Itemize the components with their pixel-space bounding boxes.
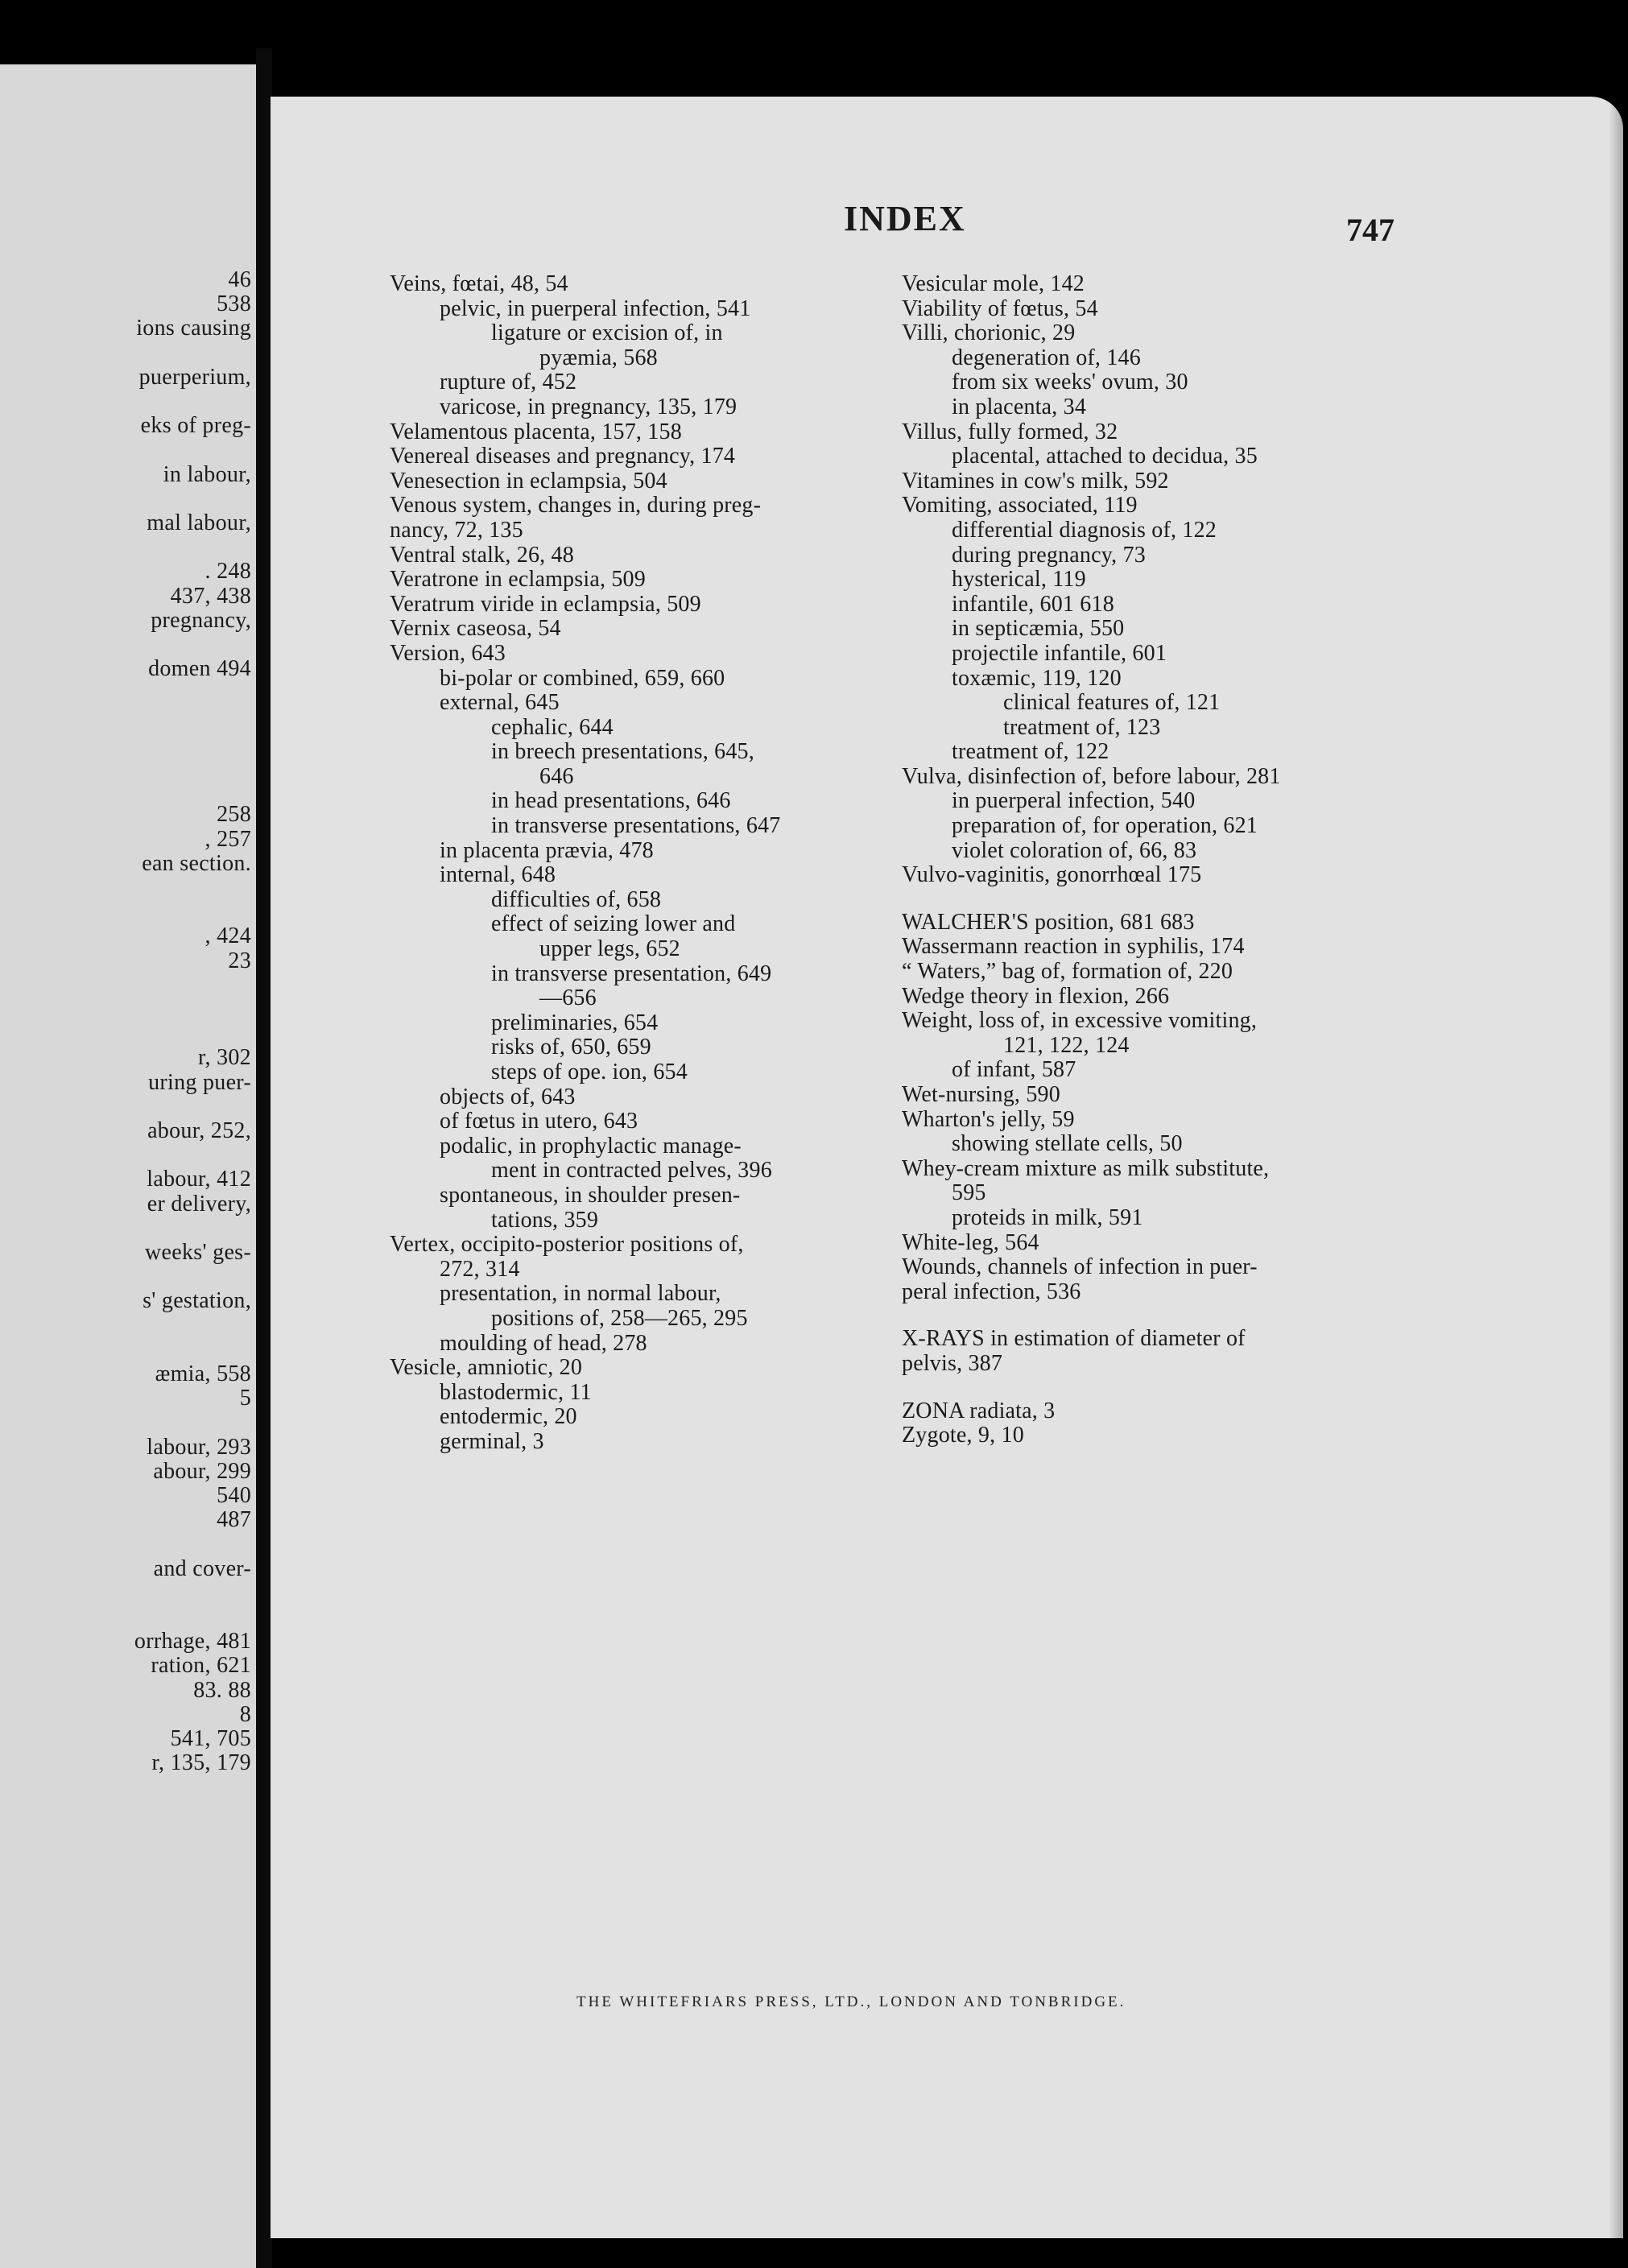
index-entry: effect of seizing lower and (491, 911, 736, 937)
index-entry: Vomiting, associated, 119 (902, 493, 1138, 518)
page-number: 747 (1346, 212, 1395, 248)
index-entry: from six weeks' ovum, 30 (952, 370, 1188, 395)
index-entry: in transverse presentations, 647 (491, 813, 781, 839)
left-page-text-fragment: , 424 (205, 923, 251, 949)
index-entry: Weight, loss of, in excessive vomiting, (902, 1008, 1258, 1034)
index-column-2 (902, 272, 1623, 1448)
index-entry: 121, 122, 124 (1003, 1032, 1130, 1058)
index-entry: ZONA radiata, 3 (902, 1398, 1056, 1423)
left-page-text-fragment: er delivery, (147, 1191, 251, 1217)
index-entry: in placenta prævia, 478 (440, 837, 654, 863)
index-entry: in placenta, 34 (952, 394, 1087, 419)
left-page-text-fragment: 487 (217, 1507, 251, 1533)
left-page-text-fragment: 46 (228, 267, 251, 292)
left-page-text-fragment: domen 494 (148, 656, 251, 682)
index-entry: varicose, in pregnancy, 135, 179 (440, 394, 738, 419)
index-entry: internal, 648 (440, 862, 556, 888)
index-entry: bi-polar or combined, 659, 660 (440, 665, 725, 691)
left-page-text-fragment: 437, 438 (170, 583, 251, 609)
index-entry: of infant, 587 (952, 1057, 1076, 1083)
index-entry: Venous system, changes in, during preg- (390, 493, 762, 518)
index-entry: clinical features of, 121 (1003, 690, 1221, 716)
left-page-text-fragment: 541, 705 (170, 1726, 251, 1751)
index-entry: violet coloration of, 66, 83 (952, 837, 1197, 863)
index-entry: rupture of, 452 (440, 370, 577, 395)
index-entry: of fœtus in utero, 643 (440, 1109, 638, 1134)
left-page-text-fragment: r, 302 (197, 1045, 251, 1071)
index-entry: ment in contracted pelves, 396 (491, 1158, 772, 1184)
index-entry: Veratrum viride in eclampsia, 509 (390, 591, 701, 617)
index-entry: moulding of head, 278 (440, 1330, 647, 1356)
index-entry: Vulvo-vaginitis, gonorrhœal 175 (902, 862, 1202, 888)
index-entry: “ Waters,” bag of, formation of, 220 (902, 959, 1233, 985)
left-page-text-fragment: s' gestation, (143, 1288, 251, 1314)
index-entry: Vernix caseosa, 54 (390, 616, 561, 642)
index-entry: steps of ope. ion, 654 (491, 1060, 688, 1084)
index-entry: Velamentous placenta, 157, 158 (390, 419, 682, 444)
left-page-text-fragment: 23 (228, 948, 251, 973)
index-entry: pelvis, 387 (902, 1350, 1003, 1376)
index-entry: tations, 359 (491, 1207, 599, 1233)
left-page-text-fragment: ration, 621 (151, 1653, 251, 1679)
index-entry: peral infection, 536 (902, 1279, 1081, 1304)
index-entry: during pregnancy, 73 (952, 542, 1146, 568)
left-page-text-fragment: ions causing (136, 316, 251, 341)
right-page (271, 97, 1623, 2238)
left-page-text-fragment: puerperium, (138, 364, 251, 390)
left-page-text-fragment: 258 (217, 802, 251, 828)
left-page-text-fragment: 5 (239, 1386, 251, 1411)
left-page-text-fragment: 83. 88 (193, 1677, 251, 1703)
index-entry: infantile, 601 618 (952, 591, 1114, 617)
left-page-text-fragment: r, 135, 179 (151, 1750, 251, 1776)
index-entry: presentation, in normal labour, (440, 1281, 721, 1307)
left-page-text-fragment: weeks' ges- (145, 1240, 251, 1265)
index-entry: positions of, 258—265, 295 (491, 1305, 748, 1331)
index-entry: proteids in milk, 591 (952, 1204, 1143, 1230)
index-entry: Viability of fœtus, 54 (902, 295, 1098, 321)
book-spine (256, 48, 272, 2268)
left-page-text-fragment: , 257 (205, 826, 251, 852)
left-page-text-fragment: in labour, (163, 461, 251, 487)
left-page-text-fragment: abour, 299 (153, 1458, 251, 1484)
index-entry: blastodermic, 11 (440, 1379, 592, 1405)
index-entry: ligature or excision of, in (491, 320, 723, 346)
index-entry: spontaneous, in shoulder presen- (440, 1182, 741, 1208)
index-entry: pelvic, in puerperal infection, 541 (440, 295, 751, 321)
index-entry: Vesicular mole, 142 (902, 271, 1085, 296)
index-entry: entodermic, 20 (440, 1404, 577, 1430)
index-entry: 272, 314 (440, 1256, 520, 1282)
left-page-text-fragment: 540 (217, 1483, 251, 1508)
index-entry: podalic, in prophylactic manage- (440, 1133, 742, 1159)
index-entry: showing stellate cells, 50 (952, 1131, 1183, 1157)
index-entry: in head presentations, 646 (491, 788, 731, 814)
index-entry: upper legs, 652 (539, 936, 680, 962)
index-entry: degeneration of, 146 (952, 345, 1141, 370)
index-entry: nancy, 72, 135 (390, 517, 523, 543)
left-page-text-fragment: labour, 293 (147, 1434, 251, 1460)
left-page-text-fragment: orrhage, 481 (134, 1629, 251, 1655)
index-entry: Wharton's jelly, 59 (902, 1106, 1075, 1132)
index-entry: Veratrone in eclampsia, 509 (390, 567, 646, 593)
index-entry: cephalic, 644 (491, 714, 614, 740)
left-page-text-fragment: mal labour, (147, 510, 251, 535)
index-entry: projectile infantile, 601 (952, 640, 1167, 666)
index-entry: Villus, fully formed, 32 (902, 419, 1118, 444)
index-entry: difficulties of, 658 (491, 886, 662, 912)
index-entry: differential diagnosis of, 122 (952, 517, 1217, 543)
index-entry: Ventral stalk, 26, 48 (390, 542, 574, 568)
index-gap (902, 1304, 1623, 1327)
index-entry: Vesicle, amniotic, 20 (390, 1355, 583, 1381)
index-entry: preparation of, for operation, 621 (952, 813, 1258, 839)
left-page-text-fragment: æmia, 558 (155, 1361, 251, 1386)
index-entry: in transverse presentation, 649 (491, 960, 772, 986)
index-entry: X-RAYS in estimation of diameter of (902, 1326, 1246, 1352)
index-entry: treatment of, 122 (952, 739, 1109, 765)
index-entry: Vitamines in cow's milk, 592 (902, 468, 1169, 494)
index-entry: in septicæmia, 550 (952, 616, 1125, 642)
index-entry: hysterical, 119 (952, 567, 1086, 593)
index-entry: Veins, fœtai, 48, 54 (390, 271, 568, 296)
left-page-text-fragment: ean section. (142, 850, 251, 876)
index-entry: risks of, 650, 659 (491, 1035, 651, 1060)
page-title: INDEX (844, 199, 966, 238)
index-entry: 595 (952, 1180, 986, 1206)
index-entry: 646 (539, 763, 574, 789)
index-entry: Venesection in eclampsia, 504 (390, 468, 667, 494)
index-entry: —656 (539, 985, 597, 1011)
index-entry: in puerperal infection, 540 (952, 788, 1196, 814)
printer-imprint: THE WHITEFRIARS PRESS, LTD., LONDON AND TONBRIDGE. (576, 1993, 1126, 2010)
index-entry: pyæmia, 568 (539, 345, 658, 370)
index-entry: placental, attached to decidua, 35 (952, 444, 1258, 469)
index-gap (902, 888, 1623, 911)
left-page (0, 64, 256, 2268)
index-entry: Venereal diseases and pregnancy, 174 (390, 444, 736, 469)
index-entry: White-leg, 564 (902, 1229, 1039, 1255)
left-page-text-fragment: labour, 412 (147, 1167, 251, 1192)
index-entry: Villi, chorionic, 29 (902, 320, 1076, 346)
index-entry: Wet-nursing, 590 (902, 1082, 1060, 1107)
index-entry: Wounds, channels of infection in puer- (902, 1254, 1258, 1280)
index-entry: Vertex, occipito-posterior positions of, (390, 1232, 744, 1258)
index-entry: toxæmic, 119, 120 (952, 665, 1122, 691)
left-page-text-fragment: pregnancy, (151, 607, 251, 633)
left-page-text-fragment: and cover- (153, 1555, 251, 1581)
left-page-text-fragment: eks of preg- (140, 413, 251, 439)
index-entry: WALCHER'S position, 681 683 (902, 909, 1195, 935)
left-page-text-fragment: abour, 252, (147, 1118, 251, 1143)
left-page-text-fragment: uring puer- (148, 1069, 251, 1095)
index-entry: in breech presentations, 645, (491, 739, 754, 765)
index-entry: Vulva, disinfection of, before labour, 281 (902, 763, 1281, 789)
index-entry: germinal, 3 (440, 1428, 544, 1454)
left-page-text-fragment: . 248 (205, 559, 251, 585)
index-entry: Zygote, 9, 10 (902, 1423, 1024, 1448)
index-entry: Version, 643 (390, 640, 506, 666)
index-entry: preliminaries, 654 (491, 1010, 659, 1035)
index-entry: Wassermann reaction in syphilis, 174 (902, 934, 1245, 960)
index-entry: treatment of, 123 (1003, 714, 1161, 740)
left-page-text-fragment: 8 (239, 1701, 251, 1727)
index-entry: objects of, 643 (440, 1084, 576, 1109)
index-gap (902, 1377, 1623, 1399)
index-entry: Wedge theory in flexion, 266 (902, 983, 1170, 1009)
left-page-text-fragment: 538 (217, 291, 251, 317)
index-entry: Whey-cream mixture as milk substitute, (902, 1155, 1270, 1181)
index-entry: external, 645 (440, 690, 560, 716)
